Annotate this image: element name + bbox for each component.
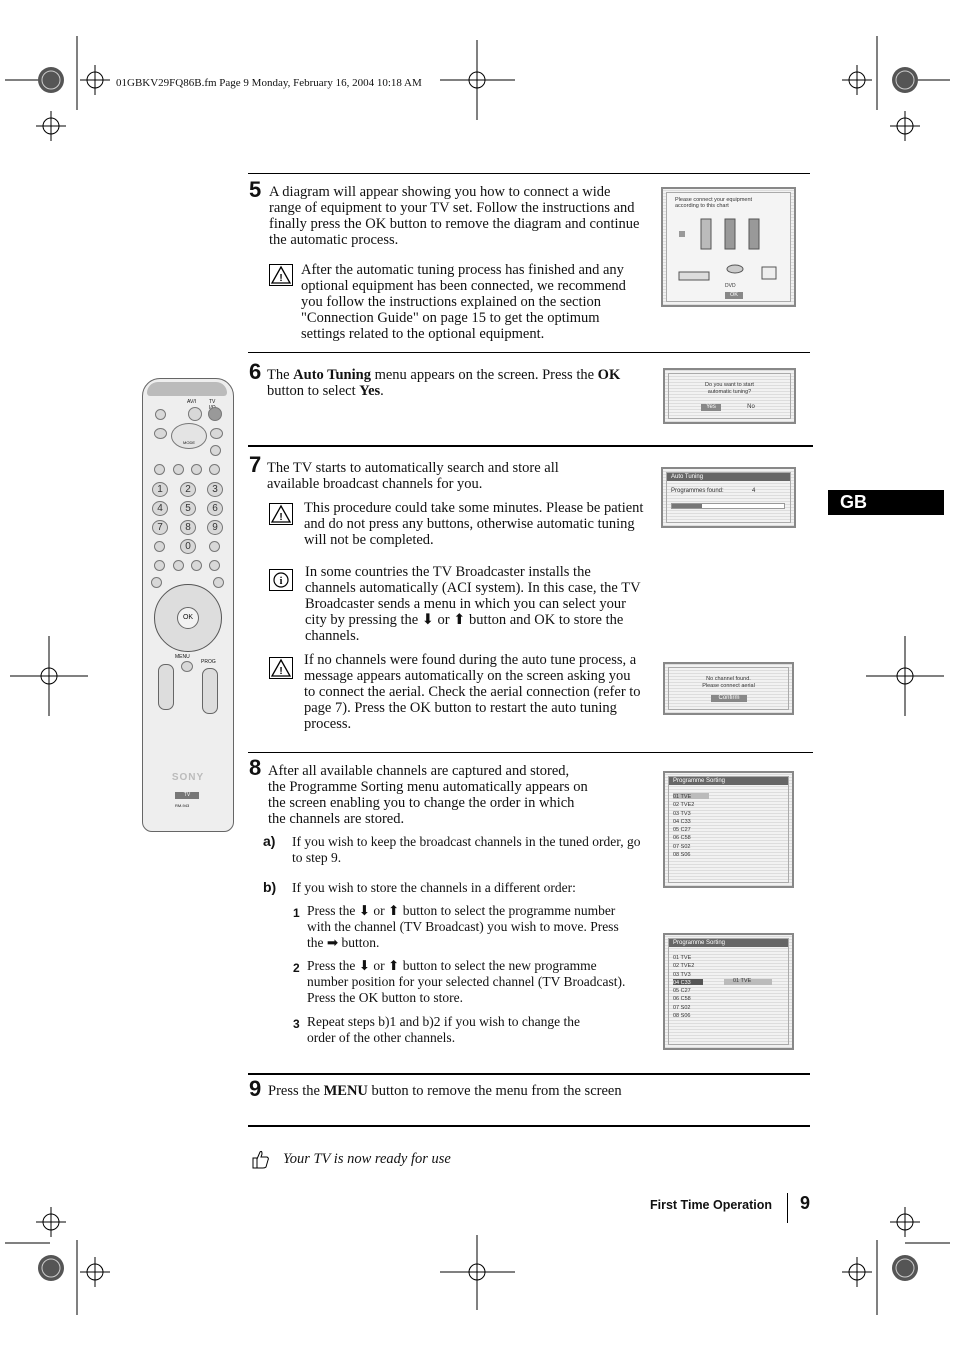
play-button[interactable] bbox=[191, 560, 202, 571]
programme-sorting-move-screen bbox=[663, 933, 794, 1050]
substep-text: Press the ⬇ or ⬆ button to select the programme number with the channel (TV Broadcast) you wish to move. Press the ➡ button. bbox=[307, 903, 619, 950]
substep-text: If you wish to store the channels in a different order: bbox=[292, 880, 576, 895]
found-value: 4 bbox=[752, 488, 756, 494]
no-button[interactable]: No bbox=[747, 404, 755, 410]
step-text: Press the MENU button to remove the menu from the screen bbox=[268, 1083, 622, 1099]
step-text: The Auto Tuning menu appears on the screen. Press the OK button to select Yes. bbox=[267, 367, 621, 399]
dvd-label: DVD bbox=[725, 283, 736, 289]
list-item[interactable]: 08 S06 bbox=[673, 1013, 691, 1020]
step-number: 7 bbox=[249, 452, 262, 477]
list-item[interactable]: 06 C58 bbox=[673, 996, 691, 1003]
no-channel-screen bbox=[663, 662, 794, 715]
list-item[interactable]: 05 C27 bbox=[673, 988, 691, 995]
menu-button[interactable] bbox=[181, 661, 193, 672]
divider bbox=[248, 445, 813, 447]
substep-number: 2 bbox=[293, 961, 300, 975]
digit-4-button[interactable]: 4 bbox=[152, 501, 168, 516]
yes-button[interactable]: Yes bbox=[701, 404, 721, 411]
function-button[interactable] bbox=[173, 464, 184, 475]
svg-text:!: ! bbox=[279, 273, 283, 284]
step-number: 8 bbox=[249, 755, 262, 780]
list-item[interactable]: 07 S02 bbox=[673, 1004, 691, 1011]
screen-line: automatic tuning? bbox=[707, 389, 752, 395]
warning-icon bbox=[269, 264, 293, 286]
digit-2-button[interactable]: 2 bbox=[180, 482, 196, 497]
found-label: Programmes found: bbox=[671, 488, 724, 494]
svg-text:i: i bbox=[279, 576, 283, 587]
list-item[interactable]: 06 C58 bbox=[673, 835, 691, 842]
function-button[interactable] bbox=[154, 464, 165, 475]
substep-text: If you wish to keep the broadcast channels in the tuned order, go to step 9. bbox=[292, 834, 641, 865]
warning-text: After the automatic tuning process has finished and any optional equipment has been connected, we recommend you follow the instructions explained on the section "Connection Guide" on page 15 to get the optimum settings related to the optional equipment. bbox=[301, 262, 626, 342]
list-item[interactable]: 01 TVE bbox=[673, 955, 692, 961]
input-button[interactable] bbox=[188, 407, 202, 421]
screen-line: Do you want to start bbox=[705, 382, 754, 388]
divider bbox=[248, 173, 810, 174]
model-label: RM-943 bbox=[175, 803, 190, 808]
digit-0-button[interactable]: 0 bbox=[180, 539, 196, 554]
substep-number: 3 bbox=[293, 1017, 300, 1031]
progress-bar bbox=[671, 503, 785, 509]
programme-sorting-screen bbox=[663, 771, 794, 888]
substep-text: Press the ⬇ or ⬆ button to select the new programme number position for your selected channel (TV Broadcast). Press the OK button to store. bbox=[307, 958, 626, 1005]
list-item[interactable]: 05 C27 bbox=[673, 827, 691, 834]
list-item[interactable]: 02 TVE2 bbox=[673, 963, 695, 970]
digit-1-button[interactable]: 1 bbox=[152, 482, 168, 497]
confirm-button[interactable]: Confirm bbox=[711, 695, 747, 702]
small-button[interactable] bbox=[209, 541, 220, 552]
remote-control bbox=[142, 378, 234, 832]
tv-label: TV bbox=[209, 399, 216, 405]
digit-3-button[interactable]: 3 bbox=[207, 482, 223, 497]
prog-label: PROG bbox=[201, 659, 216, 665]
small-button[interactable] bbox=[210, 445, 221, 456]
rewind-button[interactable] bbox=[154, 560, 165, 571]
digit-6-button[interactable]: 6 bbox=[207, 501, 223, 516]
substep-number: 1 bbox=[293, 906, 300, 920]
svg-text:!: ! bbox=[279, 666, 283, 677]
function-button[interactable] bbox=[209, 464, 220, 475]
svg-text:!: ! bbox=[279, 512, 283, 523]
step-number: 5 bbox=[249, 177, 262, 202]
screen-title: Auto Tuning bbox=[667, 473, 790, 481]
tv-badge: TV bbox=[175, 792, 199, 799]
divider bbox=[248, 352, 810, 353]
list-item[interactable]: 03 TV3 bbox=[673, 971, 691, 978]
mode-label: MODE bbox=[183, 440, 195, 445]
page-number: 9 bbox=[800, 1193, 811, 1213]
info-text: In some countries the TV Broadcaster installs the channels automatically (ACI system). In this case, the TV Broadcaster sends a menu in which you can select your city by pressing the ⬇ or ⬆ button and OK to store the channels. bbox=[305, 564, 641, 644]
language-tab: GB bbox=[828, 490, 944, 515]
small-button[interactable] bbox=[151, 577, 162, 588]
thumbs-up-icon bbox=[250, 1148, 270, 1170]
power-button[interactable] bbox=[208, 407, 222, 421]
substep-label: a) bbox=[263, 833, 276, 849]
ok-button[interactable]: OK bbox=[725, 292, 743, 299]
digit-9-button[interactable]: 9 bbox=[207, 520, 223, 535]
ok-button[interactable]: OK bbox=[177, 607, 199, 629]
mute-button[interactable] bbox=[155, 409, 166, 420]
brand-logo: SONY bbox=[171, 772, 205, 783]
remote-top bbox=[147, 382, 227, 396]
move-label: 01 TVE bbox=[733, 978, 752, 984]
small-button[interactable] bbox=[154, 541, 165, 552]
step-number: 6 bbox=[249, 359, 262, 384]
warning-text: If no channels were found during the auto tune process, a message appears automatically on the screen asking you to connect the aerial. Check the aerial connection (refer to page 7). Press the OK button to restart the auto tuning process. bbox=[304, 652, 641, 732]
substep-text: Repeat steps b)1 and b)2 if you wish to change the order of the other channels. bbox=[307, 1014, 580, 1045]
fastext-button[interactable] bbox=[210, 428, 223, 439]
stop-button[interactable] bbox=[173, 560, 184, 571]
forward-button[interactable] bbox=[209, 560, 220, 571]
ready-text: Your TV is now ready for use bbox=[283, 1151, 451, 1167]
substep-label: b) bbox=[263, 879, 277, 895]
digit-7-button[interactable]: 7 bbox=[152, 520, 168, 535]
divider bbox=[787, 1193, 788, 1223]
auto-tuning-screen bbox=[661, 467, 796, 528]
divider bbox=[248, 752, 813, 753]
list-item[interactable]: 04 C33 bbox=[673, 979, 691, 986]
list-item[interactable]: 07 S02 bbox=[673, 843, 691, 850]
small-button[interactable] bbox=[213, 577, 224, 588]
warning-text: This procedure could take some minutes. Please be patient and do not press any buttons, otherwise automatic tuning will not be completed. bbox=[304, 500, 644, 548]
mode-dial[interactable] bbox=[171, 423, 207, 449]
digit-5-button[interactable]: 5 bbox=[180, 501, 196, 516]
list-item[interactable]: 02 TVE2 bbox=[673, 802, 695, 809]
list-item[interactable]: 03 TV3 bbox=[673, 810, 691, 817]
programme-rocker[interactable] bbox=[202, 668, 218, 714]
volume-rocker[interactable] bbox=[158, 664, 174, 710]
step-text: A diagram will appear showing you how to connect a wide range of equipment to your TV set. Follow the instructions and finally press the OK button to remove the diagram and continue the automatic process. bbox=[269, 184, 640, 248]
screen-line: Please connect aerial bbox=[702, 683, 755, 689]
connection-diagram bbox=[677, 217, 782, 287]
file-header: 01GBKV29FQ86B.fm Page 9 Monday, February 16, 2004 10:18 AM bbox=[116, 77, 422, 89]
list-item[interactable]: 08 S06 bbox=[673, 852, 691, 859]
channel-list bbox=[673, 954, 694, 1020]
section-title: First Time Operation bbox=[650, 1198, 773, 1212]
digit-8-button[interactable]: 8 bbox=[180, 520, 196, 535]
screen-title: Programme Sorting bbox=[669, 939, 788, 947]
screen-title: Programme Sorting bbox=[669, 777, 788, 785]
av-label: AV/I bbox=[187, 399, 197, 405]
navigation-pad[interactable] bbox=[154, 584, 222, 652]
connection-chart-screen bbox=[661, 187, 796, 307]
warning-icon bbox=[269, 657, 293, 679]
screen-line: No channel found. bbox=[706, 676, 751, 682]
step-number: 9 bbox=[249, 1076, 262, 1101]
auto-tuning-question-screen bbox=[663, 368, 796, 424]
menu-label: MENU bbox=[175, 654, 190, 660]
divider bbox=[248, 1125, 810, 1127]
step-text: After all available channels are captured and stored, the Programme Sorting menu automatically appears on the screen enabling you to change the order in which the channels are stored. bbox=[268, 763, 588, 827]
list-item[interactable]: 04 C33 bbox=[673, 818, 691, 825]
warning-icon bbox=[269, 503, 293, 525]
function-button[interactable] bbox=[191, 464, 202, 475]
list-item[interactable]: 01 TVE bbox=[673, 794, 692, 800]
divider bbox=[248, 1073, 810, 1075]
screen-title: Please connect your equipment according to this chart bbox=[675, 197, 753, 209]
fastext-button[interactable] bbox=[154, 428, 167, 439]
info-icon bbox=[269, 569, 293, 591]
channel-list bbox=[673, 793, 694, 859]
step-text: The TV starts to automatically search and store all available broadcast channels for you. bbox=[267, 460, 559, 492]
